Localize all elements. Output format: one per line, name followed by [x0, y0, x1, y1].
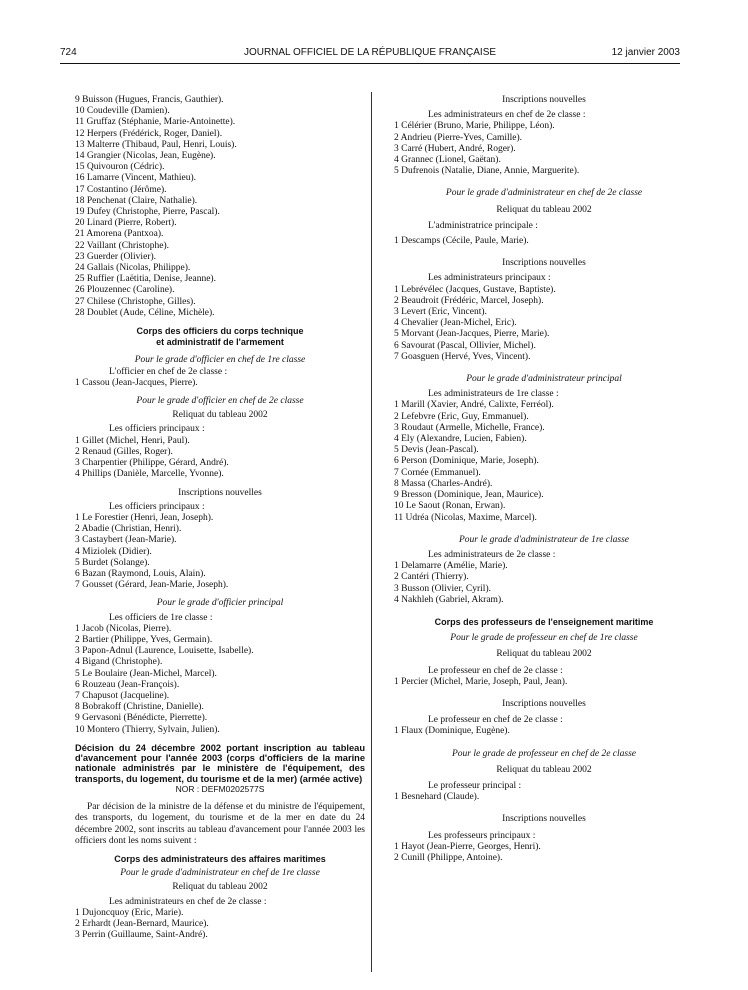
- list-item: 1 Hayot (Jean-Pierre, Georges, Henri).: [394, 841, 541, 852]
- grade-heading: Pour le grade d'administrateur en chef de 2e classe: [445, 188, 643, 199]
- grade-heading: Pour le grade d'administrateur de 1re classe: [458, 534, 630, 545]
- header-rule: [60, 63, 680, 64]
- list-item: 8 Massa (Charles-André).: [394, 478, 493, 489]
- decision-title: Décision du 24 décembre 2002 portant inscription au tableau d'avancement pour l'année 2003 (corps d'officiers de la marine nationale administrés par le ministère de l'équipement, des transports, du logement, du tourisme et de la mer) (armée active): [75, 742, 365, 784]
- list: [394, 400, 694, 523]
- list-item: 2 Cantéri (Thierry).: [394, 572, 469, 583]
- list-item: 23 Guerder (Olivier).: [75, 251, 156, 262]
- list-item: 4 Bigand (Christophe).: [75, 657, 163, 668]
- list-subheading: L'officier en chef de 2e classe :: [109, 366, 228, 377]
- journal-title: JOURNAL OFFICIEL DE LA RÉPUBLIQUE FRANÇAISE: [243, 47, 497, 58]
- list: [75, 378, 365, 389]
- list-item: 5 Morvant (Jean-Jacques, Pierre, Marie).: [394, 329, 550, 340]
- reliquat-heading: Reliquat du tableau 2002: [496, 764, 592, 775]
- section-heading: et administratif de l'armement: [156, 337, 284, 348]
- list-item: 10 Coudeville (Damien).: [75, 106, 170, 117]
- list: [394, 236, 694, 247]
- grade-heading: Pour le grade d'officier en chef de 2e classe: [136, 396, 304, 407]
- list-item: 18 Penchenat (Claire, Nathalie).: [75, 195, 198, 206]
- list: [75, 513, 365, 591]
- list-item: 1 Jacob (Nicolas, Pierre).: [75, 623, 172, 634]
- list-item: 7 Chapusot (Jacqueline).: [75, 690, 170, 701]
- list-item: 4 Miziolek (Didier).: [75, 546, 152, 557]
- grade-heading: Pour le grade d'administrateur principal: [466, 374, 622, 385]
- nor-reference: NOR : DEFM0202577S: [175, 783, 265, 794]
- list-item: 3 Busson (Olivier, Cyril).: [394, 583, 491, 594]
- grade-heading: Pour le grade de professeur en chef de 1re classe: [450, 633, 638, 644]
- column-divider: [371, 92, 372, 972]
- list-item: 3 Papon-Adnul (Laurence, Louisette, Isabelle).: [75, 646, 254, 657]
- list-item: 7 Goasguen (Hervé, Yves, Vincent).: [394, 351, 531, 362]
- grade-heading: Pour le grade de professeur en chef de 2e classe: [451, 748, 637, 759]
- list-item: 9 Bresson (Dominique, Jean, Maurice).: [394, 490, 544, 501]
- list-subheading: Les professeurs principaux :: [428, 830, 536, 841]
- page-header: [60, 47, 680, 61]
- list-item: 1 Besnehard (Claude).: [394, 792, 480, 803]
- list-item: 4 Phillips (Danièle, Marcelle, Yvonne).: [75, 469, 224, 480]
- list-subheading: Les administrateurs de 2e classe :: [428, 549, 556, 560]
- grade-heading: Pour le grade d'administrateur en chef de 1re classe: [120, 868, 320, 879]
- reliquat-heading: Reliquat du tableau 2002: [172, 882, 268, 893]
- list-item: 17 Costantino (Jérôme).: [75, 184, 167, 195]
- list-subheading: Les officiers principaux :: [109, 501, 205, 512]
- list-item: 3 Carré (Hubert, André, Roger).: [394, 143, 516, 154]
- list-item: 3 Charpentier (Philippe, Gérard, André).: [75, 458, 229, 469]
- list-subheading: Le professeur en chef de 2e classe :: [428, 715, 563, 726]
- list: [394, 726, 694, 737]
- list-item: 3 Castaybert (Jean-Marie).: [75, 535, 177, 546]
- list-item: 1 Percier (Michel, Marie, Joseph, Paul, Jean).: [394, 676, 568, 687]
- list-item: 10 Montero (Thierry, Sylvain, Julien).: [75, 724, 220, 735]
- list-item: 2 Andrieu (Pierre-Yves, Camille).: [394, 132, 523, 143]
- inscriptions-heading: Inscriptions nouvelles: [502, 698, 586, 709]
- grade-heading: Pour le grade d'officier en chef de 1re classe: [134, 355, 306, 366]
- list-item: 9 Gervasoni (Bénédicte, Pierrette).: [75, 713, 208, 724]
- list-item: 4 Chevalier (Jean-Michel, Eric).: [394, 318, 517, 329]
- list-item: 1 Cassou (Jean-Jacques, Pierre).: [75, 377, 198, 388]
- list-item: 1 Marill (Xavier, André, Calixte, Ferréol).: [394, 400, 554, 411]
- list-item: 11 Gruffaz (Stéphanie, Marie-Antoinette).: [75, 117, 236, 128]
- left-column: [75, 95, 365, 941]
- list-item: 25 Ruffier (Laëtitia, Denise, Jeanne).: [75, 274, 216, 285]
- list-item: 4 Grannec (Lionel, Gaëtan).: [394, 155, 501, 166]
- list-item: 2 Renaud (Gilles, Roger).: [75, 446, 173, 457]
- list-item: 1 Gillet (Michel, Henri, Paul).: [75, 435, 190, 446]
- list-item: 6 Rouzeau (Jean-François).: [75, 679, 180, 690]
- list: [75, 624, 365, 736]
- section-heading: Corps des administrateurs des affaires maritimes: [114, 853, 326, 864]
- list-subheading: Les officiers principaux :: [109, 424, 205, 435]
- decision-paragraph: Par décision de la ministre de la défense et du ministre de l'équipement, des transports, du logement, du tourisme et de la mer en date du 24 décembre 2002, sont inscrits au tableau d'avancement pour l'année 2003 les officiers dont les noms suivent :: [75, 802, 365, 846]
- list-item: 16 Lamarre (Vincent, Mathieu).: [75, 173, 197, 184]
- list-item: 2 Cunill (Philippe, Antoine).: [394, 852, 503, 863]
- list-item: 5 Burdet (Solange).: [75, 557, 150, 568]
- page-number: 724: [60, 47, 77, 58]
- list-item: 2 Bartier (Philippe, Yves, Germain).: [75, 634, 213, 645]
- list-subheading: Les administrateurs en chef de 2e classe :: [109, 896, 267, 907]
- list-item: 4 Nakhleh (Gabriel, Akram).: [394, 594, 504, 605]
- list-item: 27 Chilese (Christophe, Gilles).: [75, 296, 196, 307]
- list-item: 1 Descamps (Cécile, Paule, Marie).: [394, 236, 529, 247]
- right-column: [394, 95, 694, 864]
- list-item: 2 Abadie (Christian, Henri).: [75, 524, 182, 535]
- list-item: 15 Quivouron (Cédric).: [75, 162, 165, 173]
- inscriptions-heading: Inscriptions nouvelles: [502, 95, 586, 105]
- list-subheading: L'administratrice principale :: [428, 220, 538, 231]
- list-subheading: Les administrateurs principaux :: [428, 273, 551, 284]
- list-item: 10 Le Saout (Ronan, Erwan).: [394, 501, 506, 512]
- section-heading: Corps des officiers du corps technique: [136, 326, 304, 337]
- list-item: 1 Dujoncquoy (Eric, Marie).: [75, 907, 184, 918]
- list-item: 3 Roudaut (Armelle, Michelle, France).: [394, 422, 545, 433]
- list: [75, 908, 365, 942]
- list-item: 3 Perrin (Guillaume, Saint-André).: [75, 930, 208, 941]
- list-item: 8 Bobrakoff (Christine, Danielle).: [75, 702, 204, 713]
- list-subheading: Le professeur en chef de 2e classe :: [428, 665, 563, 676]
- list-item: 28 Doublet (Aude, Céline, Michèle).: [75, 307, 215, 318]
- list-item: 1 Célérier (Bruno, Marie, Philippe, Léon).: [394, 121, 555, 132]
- list-item: 5 Devis (Jean-Pascal).: [394, 445, 479, 456]
- list-subheading: Les administrateurs de 1re classe :: [428, 389, 559, 400]
- grade-heading: Pour le grade d'officier principal: [156, 598, 284, 609]
- list-item: 19 Dufey (Christophe, Pierre, Pascal).: [75, 207, 220, 218]
- list-item: 3 Levert (Eric, Vincent).: [394, 307, 487, 318]
- list: [394, 842, 694, 864]
- list-item: 21 Amorena (Pantxoa).: [75, 229, 164, 240]
- list-item: 20 Linard (Pierre, Robert).: [75, 218, 177, 229]
- list-item: 6 Bazan (Raymond, Louis, Alain).: [75, 568, 206, 579]
- list: [75, 436, 365, 481]
- reliquat-heading: Reliquat du tableau 2002: [496, 649, 592, 660]
- list: [394, 285, 694, 363]
- list-item: 7 Gousset (Gérard, Jean-Marie, Joseph).: [75, 580, 229, 591]
- inscriptions-heading: Inscriptions nouvelles: [178, 487, 262, 498]
- list-item: 1 Le Forestier (Henri, Jean, Joseph).: [75, 512, 214, 523]
- list-subheading: Le professeur principal :: [428, 780, 522, 791]
- list-item: 1 Delamarre (Amélie, Marie).: [394, 561, 508, 572]
- reliquat-heading: Reliquat du tableau 2002: [172, 410, 268, 421]
- list-item: 2 Beaudroit (Frédéric, Marcel, Joseph).: [394, 295, 544, 306]
- list-item: 5 Le Boulaire (Jean-Michel, Marcel).: [75, 668, 217, 679]
- list-item: 6 Person (Dominique, Marie, Joseph).: [394, 456, 539, 467]
- list-item: 1 Lebrévélec (Jacques, Gustave, Baptiste).: [394, 284, 556, 295]
- list-item: 26 Plouzennec (Caroline).: [75, 285, 175, 296]
- list: [394, 792, 694, 803]
- list: [75, 95, 365, 319]
- section-heading: Corps des professeurs de l'enseignement maritime: [434, 616, 654, 627]
- list-item: 4 Ely (Alexandre, Lucien, Fabien).: [394, 434, 527, 445]
- list: [394, 561, 694, 606]
- inscriptions-heading: Inscriptions nouvelles: [502, 258, 586, 269]
- list-item: 24 Gallais (Nicolas, Philippe).: [75, 263, 191, 274]
- reliquat-heading: Reliquat du tableau 2002: [496, 204, 592, 215]
- list-item: 5 Dufrenois (Natalie, Diane, Annie, Marguerite).: [394, 166, 580, 177]
- inscriptions-heading: Inscriptions nouvelles: [502, 814, 586, 825]
- list-item: 12 Herpers (Frédérick, Roger, Daniel).: [75, 128, 223, 139]
- list-item: 2 Erhardt (Jean-Bernard, Maurice).: [75, 918, 209, 929]
- list-item: 2 Lefebvre (Eric, Guy, Emmanuel).: [394, 411, 529, 422]
- list-item: 7 Cornée (Emmanuel).: [394, 467, 481, 478]
- list-subheading: Les officiers de 1re classe :: [109, 612, 213, 623]
- list-item: 22 Vaillant (Christophe).: [75, 240, 170, 251]
- issue-date: 12 janvier 2003: [611, 47, 680, 58]
- list-item: 9 Buisson (Hugues, Francis, Gauthier).: [75, 95, 224, 105]
- list-item: 11 Udréa (Nicolas, Maxime, Marcel).: [394, 512, 537, 523]
- list-subheading: Les administrateurs en chef de 2e classe :: [428, 110, 586, 121]
- list: [394, 121, 694, 177]
- list-item: 6 Savourat (Pascal, Ollivier, Michel).: [394, 340, 536, 351]
- list-item: 1 Flaux (Dominique, Eugène).: [394, 726, 510, 737]
- list-item: 14 Grangier (Nicolas, Jean, Eugène).: [75, 151, 216, 162]
- list: [394, 677, 694, 688]
- list-item: 13 Malterre (Thibaud, Paul, Henri, Louis).: [75, 139, 237, 150]
